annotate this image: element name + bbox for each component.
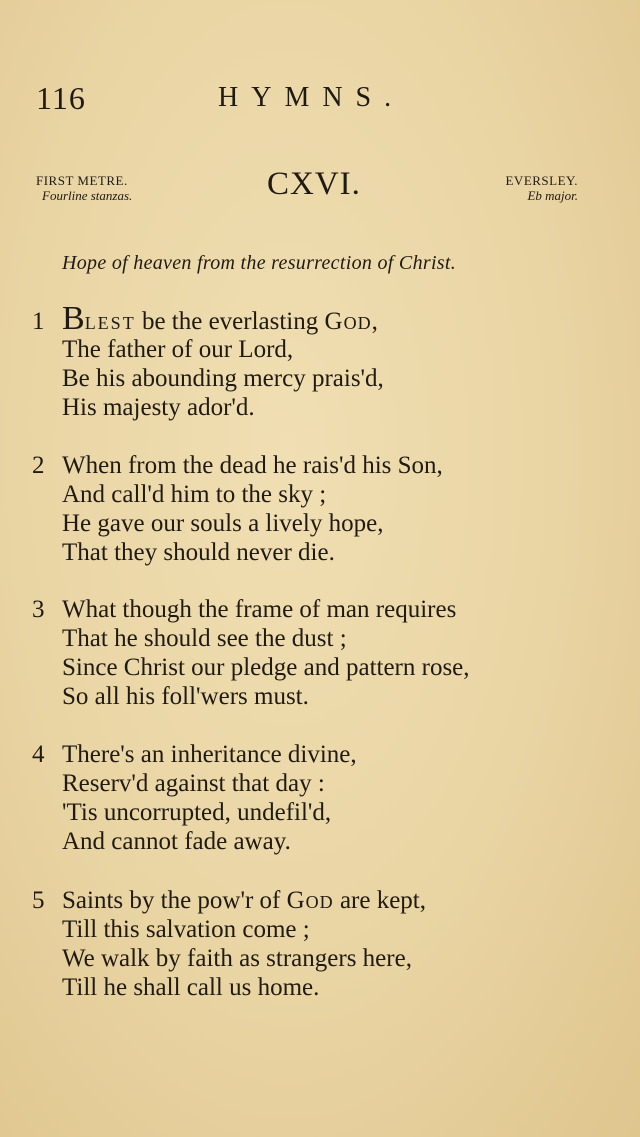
divine-name: God [324,308,372,335]
metre-label: FIRST METRE. [36,173,128,188]
verse-text: Saints by the pow'r of [62,887,287,914]
tune-key: Eb major. [527,188,578,203]
verse-line [62,887,426,915]
verse-text: be the everlasting [135,308,325,335]
tune-info [505,173,578,203]
running-head: HYMNS. [218,82,405,113]
verse-line: That he should see the dust ; [62,625,347,652]
verse-line: Since Christ our pledge and pattern rose, [62,654,470,681]
stanza-number: 4 [32,741,45,768]
verse-line: And cannot fade away. [62,828,291,855]
verse-line: Be his abounding mercy prais'd, [62,365,384,392]
hymn-number: CXVI. [267,166,361,202]
small-caps-text: lest [84,308,136,335]
verse-line: When from the dead he rais'd his Son, [62,452,443,479]
verse-line [62,300,378,338]
stanza-number: 2 [32,452,45,479]
verse-line: He gave our souls a lively hope, [62,510,384,537]
verse-line: That they should never die. [62,539,335,566]
drop-initial: B [62,300,85,337]
verse-line: Till he shall call us home. [62,974,320,1001]
metre-info [36,173,132,203]
verse-line: Till this salvation come ; [62,916,310,943]
hymn-subtitle: Hope of heaven from the resurrection of Christ. [62,252,457,274]
verse-line: His majesty ador'd. [62,394,255,421]
verse-line: There's an inheritance divine, [62,741,357,768]
verse-text: are kept, [333,887,426,914]
verse-line: Reserv'd against that day : [62,770,325,797]
stanza-number: 5 [32,887,45,914]
stanza-number: 1 [32,308,45,335]
verse-punctuation: , [371,308,378,335]
page-number: 116 [36,80,86,116]
verse-line: And call'd him to the sky ; [62,481,327,508]
tune-name: EVERSLEY. [505,173,578,188]
stanza-number: 3 [32,596,45,623]
verse-line: So all his foll'wers must. [62,683,309,710]
divine-name: God [286,887,334,914]
verse-line: We walk by faith as strangers here, [62,945,412,972]
stanza-form-label: Fourline stanzas. [42,188,133,203]
verse-line: The father of our Lord, [62,336,294,363]
verse-line: 'Tis uncorrupted, undefil'd, [62,799,332,826]
verse-line: What though the frame of man requires [62,596,457,623]
